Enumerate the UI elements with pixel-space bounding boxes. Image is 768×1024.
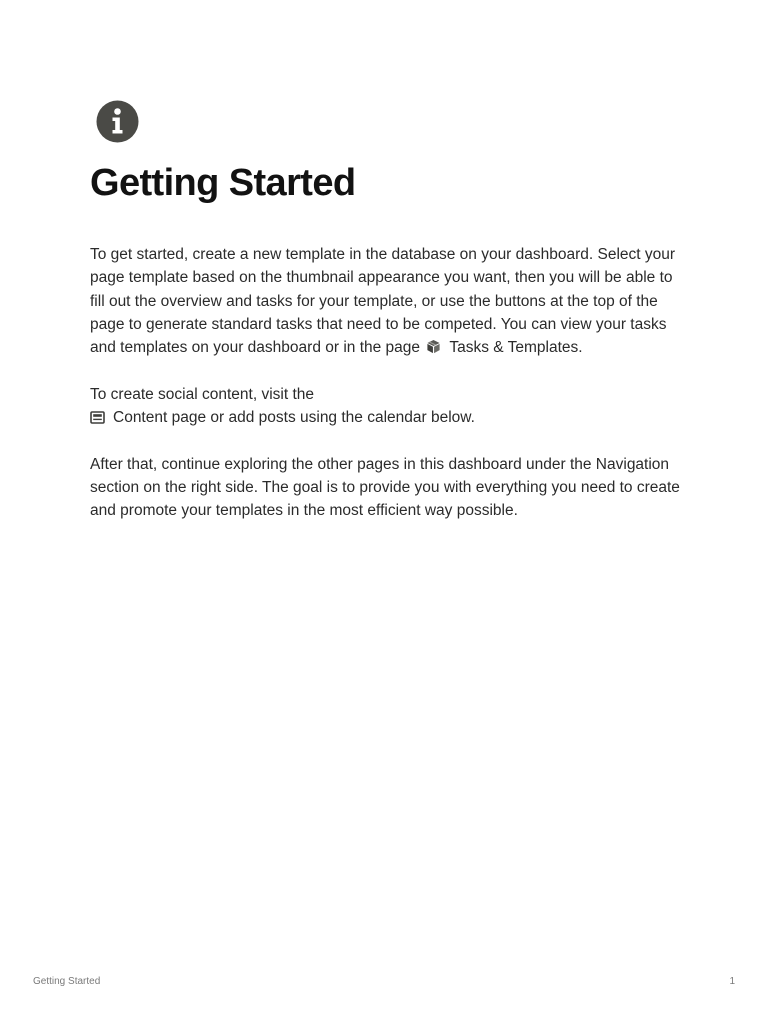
info-circle-icon [96,100,139,143]
paragraph-social-text: To create social content, visit the [90,385,315,403]
paragraph-social [90,383,690,430]
footer-doc-title: Getting Started [33,976,101,987]
page-icon [96,100,139,143]
footer-page-number: 1 [729,976,735,987]
content-link-label: Content [113,409,168,427]
tasks-templates-link-label: Tasks & Templates [449,339,579,357]
paragraph-intro-end: . [578,339,583,357]
paragraph-intro [90,243,690,359]
paragraph-explore [90,453,690,523]
tasks-templates-link[interactable] [424,339,578,356]
paragraph-explore-text: After that, continue exploring the other pages in this dashboard under the Navigation section on the right side. The goal is to provide you with everything you need to create and promote your templates in the most efficient way possible. [90,455,680,520]
layout-icon [90,411,105,424]
page-content [90,243,690,546]
page-title: Getting Started [90,162,356,204]
paragraph-social-end: page or add posts using the calendar below. [167,409,475,427]
paragraph-intro-text: To get started, create a new template in the database on your dashboard. Select your page template based on the thumbnail appearance you want, then you will be able to fill out the overview and tasks for your template, or use the buttons at the top of the page to generate standard tasks that need to be competed. You can view your tasks and templates on your dashboard or in the page [90,246,676,357]
box-icon [426,339,441,354]
content-link[interactable] [90,409,167,426]
